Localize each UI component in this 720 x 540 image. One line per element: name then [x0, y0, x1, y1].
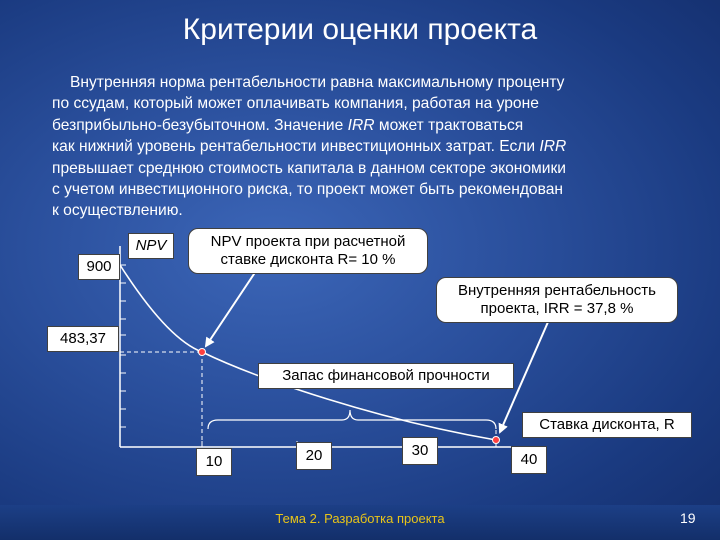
y-tick-label-483: 483,37	[47, 326, 119, 352]
paragraph-line-4: как нижний уровень рентабельности инвестиционных затрат. Если	[52, 138, 540, 156]
irr-callout-line2: проекта, IRR = 37,8 %	[480, 300, 634, 317]
irr-term: IRR	[347, 116, 375, 134]
paragraph-line-1: Внутренняя норма рентабельности равна максимальному проценту	[70, 74, 565, 91]
paragraph-line-3b: может трактоваться	[374, 116, 524, 134]
irr-callout-line1: Внутренняя рентабельность	[458, 282, 656, 299]
x-axis-ticks	[202, 441, 496, 447]
slide-title: Критерии оценки проекта	[182, 13, 538, 46]
irr-point-marker	[493, 437, 500, 444]
irr-term: IRR	[539, 138, 567, 156]
paragraph-line-5: превышает среднюю стоимость капитала в данном секторе экономики	[52, 159, 566, 177]
npv-callout-arrow	[206, 262, 262, 346]
paragraph-line-3a: безприбыльно-безубыточном. Значение	[52, 116, 348, 134]
irr-callout	[436, 277, 678, 323]
x-tick-label-40: 40	[511, 446, 547, 474]
y-axis-ticks	[120, 265, 126, 427]
paragraph-line-2: по ссудам, который может оплачивать компания, работая на уроне	[52, 95, 539, 113]
npv-point-marker	[199, 349, 206, 356]
npv-callout-line1: NPV проекта при расчетной	[210, 233, 406, 250]
x-tick-label-10: 10	[196, 448, 232, 476]
footer-topic: Тема 2. Разработка проекта	[275, 511, 445, 526]
page-number: 19	[680, 510, 696, 526]
paragraph-line-6: с учетом инвестиционного риска, то проект может быть рекомендован	[52, 181, 563, 199]
y-tick-label-900: 900	[78, 254, 120, 280]
y-axis-label: NPV	[128, 233, 174, 259]
npv-callout-line2: ставке дисконта R= 10 %	[220, 251, 396, 268]
safety-margin-brace	[208, 410, 496, 429]
x-axis-label: Ставка дисконта, R	[522, 412, 692, 438]
x-tick-label-30: 30	[402, 437, 438, 465]
paragraph-line-7: к осуществлению.	[52, 202, 183, 220]
safety-margin-label: Запас финансовой прочности	[258, 363, 514, 389]
npv-callout	[188, 228, 428, 274]
x-tick-label-20: 20	[296, 442, 332, 470]
